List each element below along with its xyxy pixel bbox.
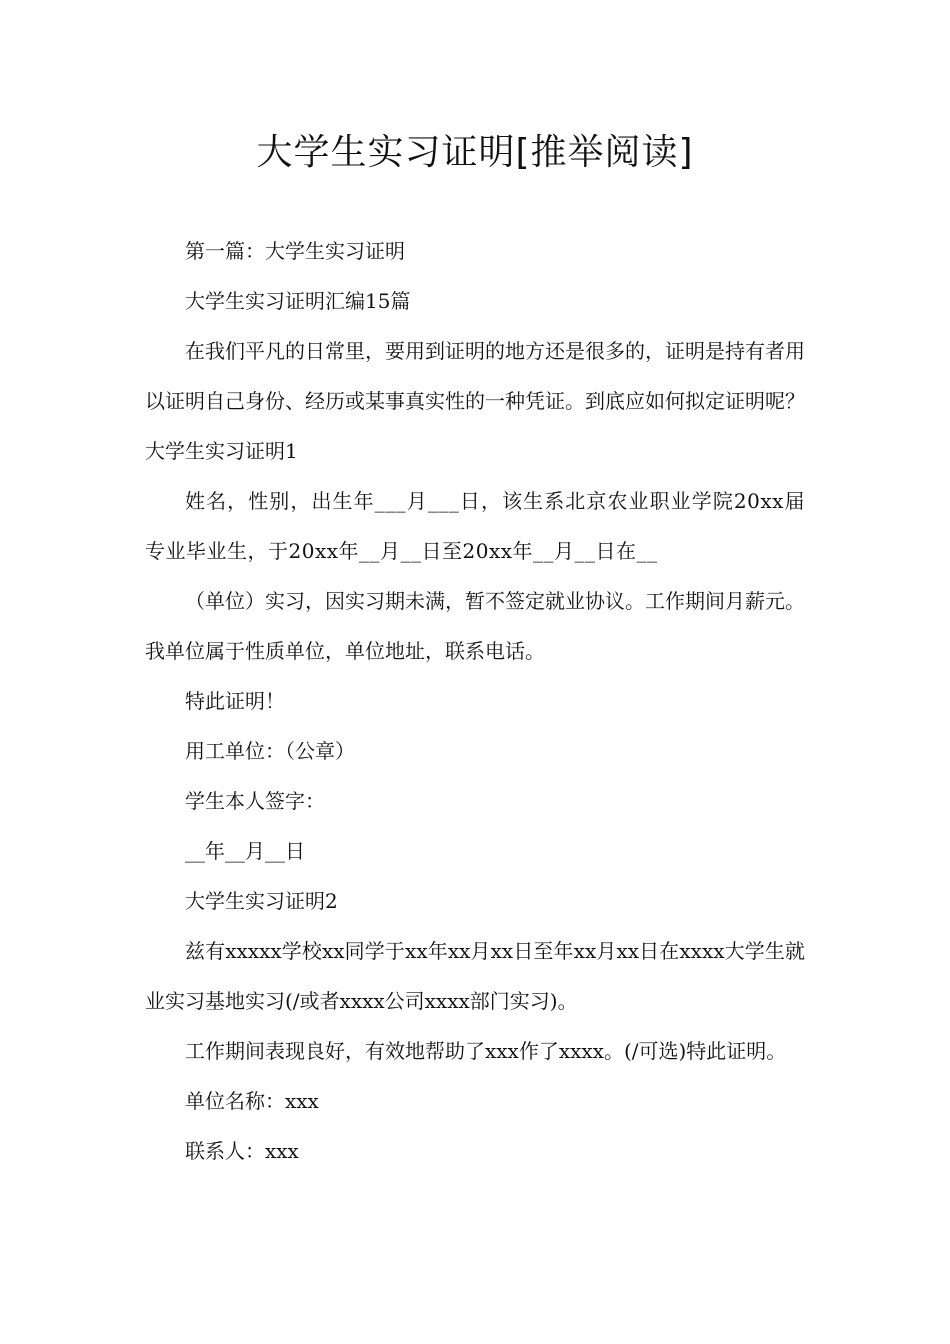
paragraph-student-signature: 学生本人签字： (185, 789, 325, 813)
paragraph-unit-name: 单位名称：xxx (185, 1089, 319, 1113)
paragraph-student-info: 姓名，性别，出生年___月___日，该生系北京农业职业学院20xx届专业毕业生，于20xx年__月__日至20xx年__月__日在__ (145, 489, 805, 563)
paragraph-collection-title: 大学生实习证明汇编15篇 (185, 289, 411, 313)
document-body (145, 226, 805, 1176)
paragraph-contact-person: 联系人：xxx (185, 1139, 299, 1163)
paragraph-certificate-two-title: 大学生实习证明2 (185, 889, 338, 913)
paragraph-hereby-certify: 特此证明！ (185, 689, 285, 713)
document-title: 大学生实习证明[推举阅读] (256, 132, 694, 173)
paragraph-intro: 在我们平凡的日常里，要用到证明的地方还是很多的，证明是持有者用以证明自己身份、经历或某事真实性的一种凭证。到底应如何拟定证明呢？大学生实习证明1 (145, 339, 805, 463)
paragraph-certificate-two-body: 兹有xxxxx学校xx同学于xx年xx月xx日至年xx月xx日在xxxx大学生就业实习基地实习(/或者xxxx公司xxxx部门实习)。 (145, 939, 805, 1013)
paragraph-date-line: __年__月__日 (185, 839, 305, 863)
paragraph-employment-info: （单位）实习，因实习期未满，暂不签定就业协议。工作期间月薪元。我单位属于性质单位，单位地址，联系电话。 (145, 589, 805, 663)
paragraph-employer-seal: 用工单位：（公章） (185, 739, 355, 763)
paragraph-heading-part-one: 第一篇：大学生实习证明 (185, 239, 405, 263)
paragraph-performance: 工作期间表现良好，有效地帮助了xxx作了xxxx。(/可选)特此证明。 (185, 1039, 787, 1063)
